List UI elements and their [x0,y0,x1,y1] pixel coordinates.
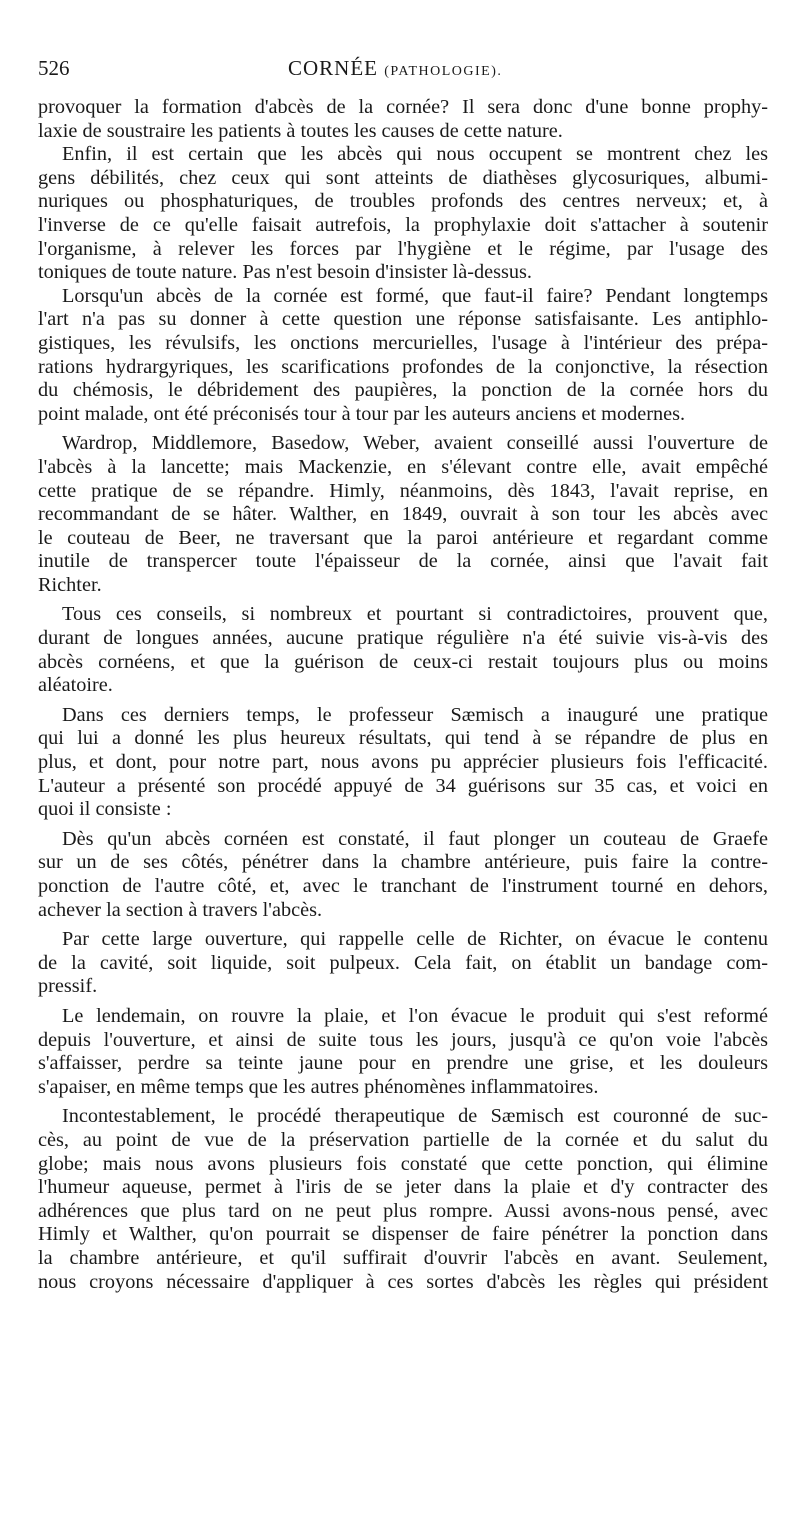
paragraph [38,704,768,822]
running-header [38,56,768,96]
text-line: Himly et Walther, qu'on pourrait se dispenser de faire pénétrer la ponction dans [38,1223,768,1246]
text-line: l'organisme, à relever les forces par l'hygiène et le régime, par l'usage des [38,237,768,260]
text-line: rations hydrargyriques, les scarifications profondes de la conjonctive, la résection [38,355,768,378]
text-line: Wardrop, Middlemore, Basedow, Weber, avaient conseillé aussi l'ouverture de [62,432,768,455]
text-line: Enfin, il est certain que les abcès qui nous occupent se montrent chez les [62,143,768,166]
paragraph [38,928,768,999]
text-line: L'auteur a présenté son procédé appuyé de 34 guérisons sur 35 cas, et voici en [38,774,768,797]
paragraph [38,432,768,597]
text-line: nous croyons nécessaire d'appliquer à ces sortes d'abcès les règles qui président [38,1270,768,1293]
text-line: quoi il consiste : [38,798,172,821]
text-line: adhérences que plus tard on ne peut plus rompre. Aussi avons-nous pensé, avec [38,1199,768,1222]
text-line: le couteau de Beer, ne traversant que la paroi antérieure et regardant comme [38,526,768,549]
running-title-sub: (PATHOLOGIE). [384,64,503,79]
text-line: s'affaisser, perdre sa teinte jaune pour en prendre une grise, et les douleurs [38,1052,768,1075]
text-line: qui lui a donné les plus heureux résultats, qui tend à se répandre de plus en [38,727,768,750]
text-line: l'inverse de ce qu'elle faisait autrefois, la prophylaxie doit s'attacher à soutenir [38,213,768,236]
paragraph [38,603,768,697]
running-title-main: CORNÉE [288,56,378,80]
text-line: cette pratique de se répandre. Himly, néanmoins, dès 1843, l'avait reprise, en [38,479,768,502]
text-line: sur un de ses côtés, pénétrer dans la chambre antérieure, puis faire la contre- [38,851,768,874]
text-line: Dès qu'un abcès cornéen est constaté, il faut plonger un couteau de Graefe [62,827,768,850]
paragraph [38,828,768,922]
text-line: plus, et dont, pour notre part, nous avons pu apprécier plusieurs fois l'efficacité. [38,751,768,774]
text-line: Dans ces derniers temps, le professeur Sæmisch a inauguré une pratique [62,703,768,726]
text-line: gens débilités, chez ceux qui sont atteints de diathèses glycosuriques, albumi- [38,166,768,189]
text-line: pressif. [38,975,98,998]
text-line: Richter. [38,573,102,596]
text-line: Par cette large ouverture, qui rappelle celle de Richter, on évacue le contenu [62,928,768,951]
text-line: du chémosis, le débridement des paupières, la ponction de la cornée hors du [38,379,768,402]
text-line: nuriques ou phosphaturiques, de troubles profonds des centres nerveux; et, à [38,190,768,213]
text-line: point malade, ont été préconisés tour à tour par les auteurs anciens et modernes. [38,402,686,425]
text-line: Lorsqu'un abcès de la cornée est formé, que faut-il faire? Pendant longtemps [62,284,768,307]
text-line: l'art n'a pas su donner à cette question une réponse satisfaisante. Les antiphlo- [38,308,768,331]
text-line: aléatoire. [38,674,113,697]
running-title [288,56,502,81]
text-line: depuis l'ouverture, et ainsi de suite tous les jours, jusqu'à ce qu'on voie l'abcès [38,1028,768,1051]
text-line: Tous ces conseils, si nombreux et pourtant si contradictoires, prouvent que, [62,603,768,626]
body-text [38,96,768,1294]
paragraph [38,285,768,427]
page [38,56,768,1294]
text-line: Incontestablement, le procédé therapeutique de Sæmisch est couronné de suc- [62,1105,768,1128]
text-line: inutile de transpercer toute l'épaisseur de la cornée, ainsi que l'avait fait [38,550,768,573]
text-line: laxie de soustraire les patients à toutes les causes de cette nature. [38,119,563,142]
paragraph [38,143,768,285]
text-line: provoquer la formation d'abcès de la cornée? Il sera donc d'une bonne prophy- [38,96,768,118]
text-line: s'apaiser, en même temps que les autres phénomènes inflammatoires. [38,1075,599,1098]
text-line: la chambre antérieure, et qu'il suffirait d'ouvrir l'abcès en avant. Seulement, [38,1246,768,1269]
text-line: abcès cornéens, et que la guérison de ceux-ci restait toujours plus ou moins [38,650,768,673]
text-line: Le lendemain, on rouvre la plaie, et l'on évacue le produit qui s'est reformé [62,1004,768,1027]
paragraph [38,96,768,143]
text-line: achever la section à travers l'abcès. [38,898,323,921]
text-line: recommandant de se hâter. Walther, en 1849, ouvrait à son tour les abcès avec [38,503,768,526]
text-line: toniques de toute nature. Pas n'est besoin d'insister là-dessus. [38,261,532,284]
text-line: l'humeur aqueuse, permet à l'iris de se jeter dans la plaie et d'y contracter des [38,1176,768,1199]
paragraph [38,1105,768,1294]
text-line: cès, au point de vue de la préservation partielle de la cornée et du salut du [38,1128,768,1151]
text-line: l'abcès à la lancette; mais Mackenzie, en s'élevant contre elle, avait empêché [38,455,768,478]
text-line: ponction de l'autre côté, et, avec le tranchant de l'instrument tourné en dehors, [38,875,768,897]
paragraph [38,1005,768,1099]
text-line: gistiques, les révulsifs, les onctions mercurielles, l'usage à l'intérieur des prépa- [38,331,768,354]
page-number: 526 [38,56,70,80]
text-line: de la cavité, soit liquide, soit pulpeux. Cela fait, on établit un bandage com- [38,951,768,974]
text-line: globe; mais nous avons plusieurs fois constaté que cette ponction, qui élimine [38,1152,768,1175]
text-line: durant de longues années, aucune pratique régulière n'a été suivie vis-à-vis des [38,627,768,650]
